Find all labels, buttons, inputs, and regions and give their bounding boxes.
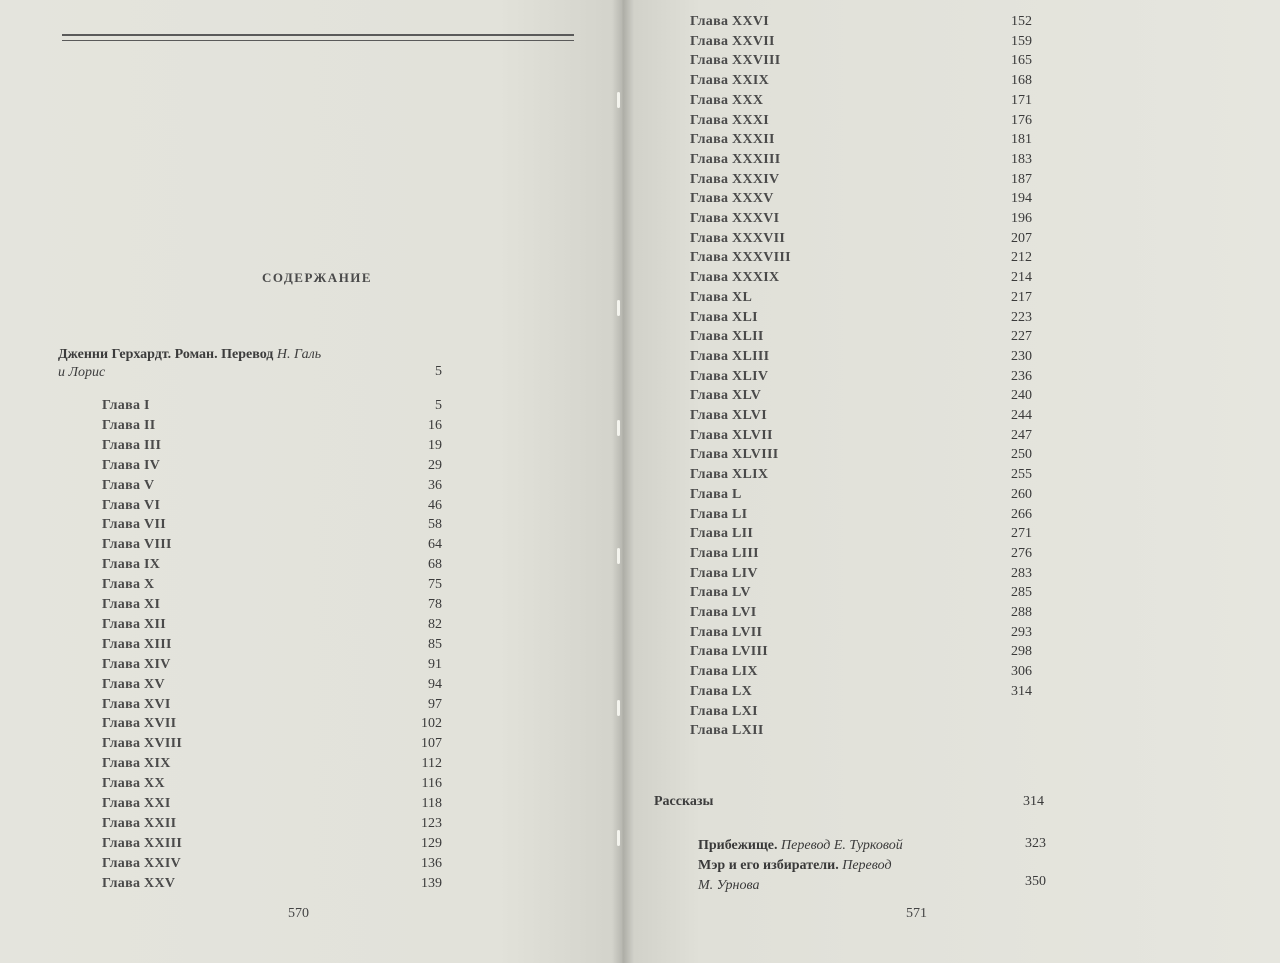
chapter-label: Глава LVII xyxy=(690,624,763,640)
chapter-page-number: 227 xyxy=(1011,329,1032,345)
header-rule-thin xyxy=(62,40,574,41)
chapter-label: Глава XLIII xyxy=(690,348,770,364)
chapter-row xyxy=(102,436,442,456)
chapter-row xyxy=(102,774,442,794)
chapter-label: Глава XVIII xyxy=(102,736,183,752)
chapter-page-number: 112 xyxy=(421,756,442,772)
chapter-page-number: 94 xyxy=(428,676,442,692)
chapter-page-number: 107 xyxy=(421,736,442,752)
story-title: Мэр и его избиратели. xyxy=(698,858,839,873)
story-translator: М. Урнова xyxy=(698,878,760,893)
work-translator-a: Н. Галь xyxy=(276,347,322,362)
chapter-row xyxy=(690,308,1044,328)
chapter-page-number: 123 xyxy=(421,815,442,831)
work-page-number: 5 xyxy=(435,364,442,379)
chapter-page-number: 46 xyxy=(428,497,442,513)
chapter-label: Глава XI xyxy=(102,597,161,612)
chapter-row xyxy=(690,91,1044,111)
binding-stitch xyxy=(617,420,620,436)
story-translator-prefix: Перевод xyxy=(842,858,892,873)
chapter-page-number: 187 xyxy=(1011,171,1032,187)
chapter-page-number: 283 xyxy=(1011,565,1032,581)
chapter-page-number: 165 xyxy=(1011,53,1032,69)
chapter-row xyxy=(690,426,1044,446)
chapter-label: Глава XL xyxy=(690,289,753,305)
chapter-label: Глава XXXIX xyxy=(690,270,780,286)
chapter-page-number: 102 xyxy=(421,716,442,732)
chapter-row xyxy=(102,754,442,774)
story-translator: Е. Турковой xyxy=(833,838,903,853)
chapter-row xyxy=(102,854,442,874)
chapter-page-number: 266 xyxy=(1011,506,1032,522)
chapter-row xyxy=(690,111,1044,131)
chapter-page-number: 91 xyxy=(428,656,442,672)
chapter-label: Глава XXXIV xyxy=(690,171,780,187)
chapter-label: Глава XV xyxy=(102,676,165,692)
chapter-row xyxy=(690,623,1044,643)
chapter-page-number: 116 xyxy=(421,776,442,792)
chapter-label: Глава II xyxy=(102,417,156,433)
chapter-label: Глава XVI xyxy=(102,696,171,712)
chapter-row xyxy=(690,32,1044,52)
chapter-row xyxy=(690,71,1044,91)
chapter-label: Глава XXXIII xyxy=(690,151,781,167)
binding-stitch xyxy=(617,92,620,108)
chapter-label: Глава LI xyxy=(690,506,748,522)
chapter-page-number: 212 xyxy=(1011,250,1032,266)
chapter-label: Глава LV xyxy=(690,585,751,601)
chapter-page-number: 288 xyxy=(1011,605,1032,620)
chapter-page-number: 36 xyxy=(428,477,442,493)
chapter-label: Глава LIII xyxy=(690,545,759,561)
chapter-label: Глава XXIX xyxy=(690,73,770,89)
chapter-row xyxy=(690,12,1044,32)
chapter-label: Глава XXXII xyxy=(690,132,775,148)
chapter-row xyxy=(690,583,1044,603)
chapter-row xyxy=(102,794,442,814)
chapter-page-number: 260 xyxy=(1011,486,1032,502)
work-connector: и xyxy=(58,365,69,380)
chapter-page-number: 5 xyxy=(435,398,442,413)
chapter-page-number: 306 xyxy=(1011,664,1032,680)
chapter-label: Глава XLI xyxy=(690,309,758,325)
chapter-row xyxy=(690,642,1044,662)
chapter-row xyxy=(690,682,1044,702)
chapter-page-number: 194 xyxy=(1011,191,1032,207)
chapter-label: Глава XXVIII xyxy=(690,53,781,69)
chapter-label: Глава V xyxy=(102,477,155,493)
binding-stitch xyxy=(617,548,620,564)
chapter-label: Глава LII xyxy=(690,526,754,542)
chapter-page-number: 285 xyxy=(1011,585,1032,601)
chapter-label: Глава XIII xyxy=(102,636,172,652)
story-entry xyxy=(698,836,1008,856)
chapter-label: Глава X xyxy=(102,577,155,593)
chapter-page-number: 58 xyxy=(428,517,442,533)
chapter-page-number: 29 xyxy=(428,457,442,473)
chapter-label: Глава IX xyxy=(102,557,161,573)
binding-stitch xyxy=(617,700,620,716)
chapter-row xyxy=(690,721,1044,741)
chapter-row xyxy=(690,367,1044,387)
chapter-page-number: 16 xyxy=(428,417,442,433)
chapter-row xyxy=(102,416,442,436)
chapter-label: Глава XLVIII xyxy=(690,447,779,463)
chapter-page-number: 314 xyxy=(1011,683,1032,699)
chapter-row xyxy=(102,456,442,476)
chapter-label: Глава LXI xyxy=(690,703,758,719)
chapter-row xyxy=(690,505,1044,525)
chapter-page-number: 214 xyxy=(1011,270,1032,286)
chapter-label: Глава XLIV xyxy=(690,368,769,384)
chapter-row xyxy=(690,347,1044,367)
chapter-label: Глава I xyxy=(102,398,150,413)
chapter-row xyxy=(690,603,1044,623)
chapter-row xyxy=(690,544,1044,564)
chapter-label: Глава XXXVII xyxy=(690,230,786,246)
chapter-row xyxy=(102,874,442,894)
chapter-label: Глава L xyxy=(690,486,742,502)
story-title: Прибежище. xyxy=(698,838,778,853)
chapter-page-number: 276 xyxy=(1011,545,1032,561)
chapter-page-number: 250 xyxy=(1011,447,1032,463)
book-gutter xyxy=(612,0,634,963)
work-entry xyxy=(58,346,412,382)
chapter-row xyxy=(690,51,1044,71)
chapter-label: Глава XLVI xyxy=(690,408,767,423)
chapter-row xyxy=(102,675,442,695)
chapter-row xyxy=(690,209,1044,229)
chapter-label: Глава XXIV xyxy=(102,855,182,871)
chapter-label: Глава LXII xyxy=(690,723,764,739)
chapter-row xyxy=(690,662,1044,682)
chapter-page-number: 181 xyxy=(1011,132,1032,148)
chapter-page-number: 129 xyxy=(421,835,442,851)
chapter-page-number: 217 xyxy=(1011,289,1032,305)
chapter-page-number: 136 xyxy=(421,855,442,871)
header-rule-thick xyxy=(62,34,574,36)
chapter-label: Глава XLVII xyxy=(690,427,773,443)
chapter-page-number: 230 xyxy=(1011,348,1032,364)
chapter-row xyxy=(690,564,1044,584)
chapter-page-number: 85 xyxy=(428,636,442,652)
story-page-number: 350 xyxy=(1025,874,1046,889)
chapter-row xyxy=(690,327,1044,347)
chapter-row xyxy=(102,695,442,715)
chapter-page-number: 240 xyxy=(1011,388,1032,404)
chapter-row xyxy=(690,406,1044,426)
chapter-label: Глава III xyxy=(102,437,162,453)
chapter-label: Глава XLV xyxy=(690,388,762,404)
chapter-page-number: 223 xyxy=(1011,309,1032,325)
chapter-label: Глава LX xyxy=(690,683,753,699)
chapter-page-number: 19 xyxy=(428,437,442,453)
chapter-row xyxy=(690,702,1044,722)
chapter-row xyxy=(102,714,442,734)
chapter-label: Глава LIV xyxy=(690,565,758,581)
chapter-row xyxy=(690,150,1044,170)
chapter-row xyxy=(102,814,442,834)
chapter-row xyxy=(690,524,1044,544)
page-number-right: 571 xyxy=(906,906,927,921)
chapter-row xyxy=(690,268,1044,288)
chapter-label: Глава LIX xyxy=(690,664,758,680)
chapter-row xyxy=(690,189,1044,209)
work-title: Дженни Герхардт. Роман. Перевод xyxy=(58,347,277,362)
chapter-page-number: 171 xyxy=(1011,92,1032,108)
chapter-row xyxy=(690,485,1044,505)
story-entry xyxy=(698,856,1008,896)
chapter-row xyxy=(690,170,1044,190)
chapter-label: Глава VII xyxy=(102,517,166,533)
chapter-label: Глава IV xyxy=(102,457,161,473)
story-translator-prefix: Перевод xyxy=(781,838,831,853)
chapter-row xyxy=(102,535,442,555)
section-page-number: 314 xyxy=(1023,794,1044,809)
chapter-row xyxy=(102,655,442,675)
chapter-label: Глава VI xyxy=(102,497,161,513)
chapter-page-number: 298 xyxy=(1011,644,1032,660)
chapter-label: Глава XXVII xyxy=(690,33,775,49)
chapter-label: Глава XLIX xyxy=(690,467,769,483)
chapter-row xyxy=(690,229,1044,249)
chapter-page-number: 64 xyxy=(428,537,442,553)
chapter-label: Глава XIV xyxy=(102,656,171,672)
chapter-row xyxy=(102,734,442,754)
chapter-label: Глава XXV xyxy=(102,875,176,891)
chapter-row xyxy=(690,130,1044,150)
chapter-row xyxy=(102,515,442,535)
chapter-row xyxy=(690,288,1044,308)
chapter-page-number: 183 xyxy=(1011,151,1032,167)
chapter-label: Глава XXII xyxy=(102,815,177,831)
chapter-label: Глава XLII xyxy=(690,329,764,345)
chapter-page-number: 176 xyxy=(1011,112,1032,128)
chapter-row xyxy=(690,445,1044,465)
chapter-page-number: 139 xyxy=(421,875,442,891)
chapter-label: Глава XII xyxy=(102,616,166,632)
chapter-row xyxy=(102,834,442,854)
chapter-label: Глава LVI xyxy=(690,605,757,620)
work-translator-b: Лорис xyxy=(68,365,106,380)
chapter-page-number: 78 xyxy=(428,597,442,612)
chapter-label: Глава XXVI xyxy=(690,14,770,29)
chapter-label: Глава VIII xyxy=(102,537,172,553)
chapter-page-number: 118 xyxy=(421,796,442,811)
chapter-page-number: 247 xyxy=(1011,427,1032,443)
binding-stitch xyxy=(617,830,620,846)
chapter-row xyxy=(102,555,442,575)
chapter-page-number: 159 xyxy=(1011,33,1032,49)
chapter-page-number: 244 xyxy=(1011,408,1032,423)
chapter-label: Глава LVIII xyxy=(690,644,769,660)
chapter-row xyxy=(102,396,442,416)
chapter-row xyxy=(102,575,442,595)
chapter-label: Глава XIX xyxy=(102,756,171,772)
chapter-label: Глава XXXI xyxy=(690,112,770,128)
chapter-page-number: 68 xyxy=(428,557,442,573)
contents-heading: СОДЕРЖАНИЕ xyxy=(262,270,373,285)
page-number-left: 570 xyxy=(288,906,309,921)
chapter-page-number: 255 xyxy=(1011,467,1032,483)
chapter-label: Глава XXI xyxy=(102,796,171,811)
chapter-label: Глава XXX xyxy=(690,92,764,108)
chapter-row xyxy=(102,635,442,655)
chapter-page-number: 82 xyxy=(428,616,442,632)
section-heading-stories: Рассказы xyxy=(654,794,714,809)
chapter-label: Глава XX xyxy=(102,776,165,792)
chapter-page-number: 271 xyxy=(1011,526,1032,542)
chapter-row xyxy=(102,615,442,635)
chapter-row xyxy=(102,496,442,516)
chapter-page-number: 75 xyxy=(428,577,442,593)
chapter-page-number: 97 xyxy=(428,696,442,712)
chapter-page-number: 293 xyxy=(1011,624,1032,640)
chapter-row xyxy=(102,476,442,496)
chapter-label: Глава XVII xyxy=(102,716,177,732)
chapter-row xyxy=(102,595,442,615)
chapter-page-number: 168 xyxy=(1011,73,1032,89)
binding-stitch xyxy=(617,300,620,316)
chapter-label: Глава XXXVI xyxy=(690,211,780,226)
chapter-page-number: 236 xyxy=(1011,368,1032,384)
chapter-label: Глава XXXVIII xyxy=(690,250,791,266)
chapter-page-number: 152 xyxy=(1011,14,1032,29)
chapter-label: Глава XXXV xyxy=(690,191,774,207)
chapter-row xyxy=(690,465,1044,485)
chapter-page-number: 207 xyxy=(1011,230,1032,246)
chapter-row xyxy=(690,248,1044,268)
chapter-label: Глава XXIII xyxy=(102,835,183,851)
story-page-number: 323 xyxy=(1025,836,1046,851)
chapter-row xyxy=(690,386,1044,406)
chapter-page-number: 196 xyxy=(1011,211,1032,226)
